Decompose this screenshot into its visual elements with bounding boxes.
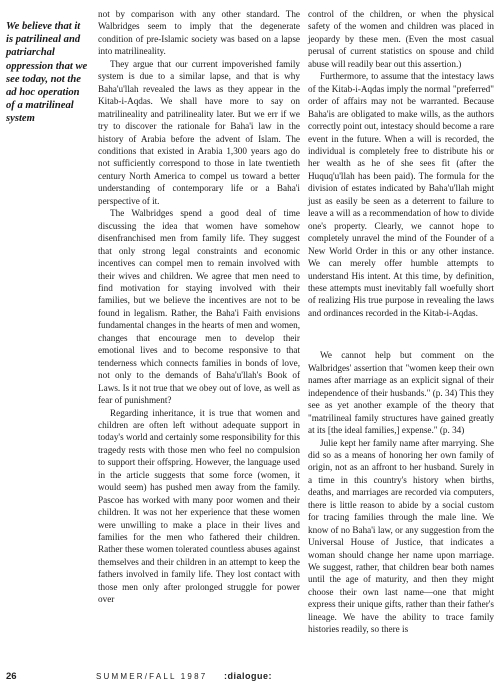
paragraph: Julie kept her family name after marrying. She did so as a means of honoring her own family of origin, not as an affront to her husband. Surely in a time in this country's history when births, deaths, and marriages are recorded via computers, there is little reason to abide by a social custom for tracing families through the male line. We know of no Baha'i law, or any suggestion from the Universal House of Justice, that indicates a woman should change her name upon marriage. We suggest, rather, that children bear both names until the age of maturity, and then they might choose their own last name—one that might express their unique gifts, rather than their father's lineage. We have the ability to trace family histories readily, so there is	[308, 437, 494, 635]
pull-quote: We believe that it is patrilineal and patriarchal oppression that we see today, not the ad hoc operation of a matrilineal system	[6, 21, 88, 125]
left-column	[98, 8, 300, 606]
journal-name: :dialogue:	[224, 671, 272, 681]
paragraph: Furthermore, to assume that the intestacy laws of the Kitab-i-Aqdas imply the normal "preferred" order of affairs may not be warranted. Because Baha'is are obligated to make wills, as the authors correctly point out, intestacy should become a rare event in the future. When a will is recorded, the individual is completely free to distribute his or her wealth as he of she sees fit (after the Huquq'u'llah has been paid). The formula for the division of estates indicated by Baha'u'llah might just as easily be seen as a deterrent to failure to leave a will as a recommendation of how to divide one's property. Clearly, we cannot hope to completely unravel the mind of the Founder of a New World Order in this or any other instance. We can merely offer humble attempts to understand His intent. At this time, by definition, these attempts must inevitably fall woefully short of realizing His true purpose in revealing the laws and ordinances recorded in the Kitab-i-Aqdas.	[308, 71, 494, 318]
paragraph: We cannot help but comment on the Walbridges' assertion that "women keep their own names after marriage as an explicit signal of their independence of their husbands." (p. 34) This they see as yet another example of the theory that "matrilineal family structures have gained greatly at its [the ideal families,] expense." (p. 34)	[308, 350, 494, 436]
paragraph: Regarding inheritance, it is true that women and children are often left without adequate support in today's world and certainly some responsibility for this tragedy rests with those men who feel no compulsion to support their offspring. However, the language used in the article suggests that some force (women, it would seem) has pushed men away from the family. Pascoe has worked with many poor women and their children. It was not her experience that these women were unwilling to make a place in their lives and families for the men who fathered their children. Rather these women tolerated countless abuses against themselves and their children in an attempt to keep the fathers involved in family life. They lost contact with those men only after prolonged struggle for power over	[98, 407, 300, 605]
paragraph: not by comparison with any other standard. The Walbridges seem to imply that the degenerate condition of pre-Islamic society was based on a lapse into matrilineality.	[98, 9, 300, 57]
paragraph: They argue that our current impoverished family system is due to a similar lapse, and that is why Baha'u'llah revealed the laws as they appear in the Kitab-i-Aqdas. We shall have more to say on matrilineality and patrilineality later. But we err if we try to discover the rationale for Baha'i law in the history of Arabia before the advent of Islam. The conditions that existed in Arabia 1,300 years ago do not sufficiently correspond to those in late twentieth century North America to compel us toward a better understanding of contemporary life or a Baha'i perspective of it.	[98, 58, 300, 206]
paragraph: The Walbridges spend a good deal of time discussing the idea that women have somehow disenfranchised men from family life. They suggest that only strong legal constraints and economic incentives can compel men to remain involved with their wives and children. We agree that men need to find motivation for staying involved with their families, but we believe the incentives are not to be found in legalism. Rather, the Baha'i Faith envisions fundamental changes in the hearts of men and women, changes that encourage men to develop their emotional lives and to become responsive to that tenderness which connects families in bonds of love, not only to the demands of Baha'u'llah's Book of Laws. Is it not true that we obey out of love, as well as fear of punishment?	[98, 208, 300, 406]
paragraph: control of the children, or when the physical safety of the women and children was placed in jeopardy by these men. (Even the most casual perusal of current statistics on spouse and child abuse will readily bear out this assertion.)	[308, 9, 494, 69]
right-column	[308, 8, 494, 636]
page-footer	[6, 671, 494, 685]
issue-label: SUMMER/FALL 1987	[96, 672, 208, 681]
page-number: 26	[6, 671, 17, 682]
